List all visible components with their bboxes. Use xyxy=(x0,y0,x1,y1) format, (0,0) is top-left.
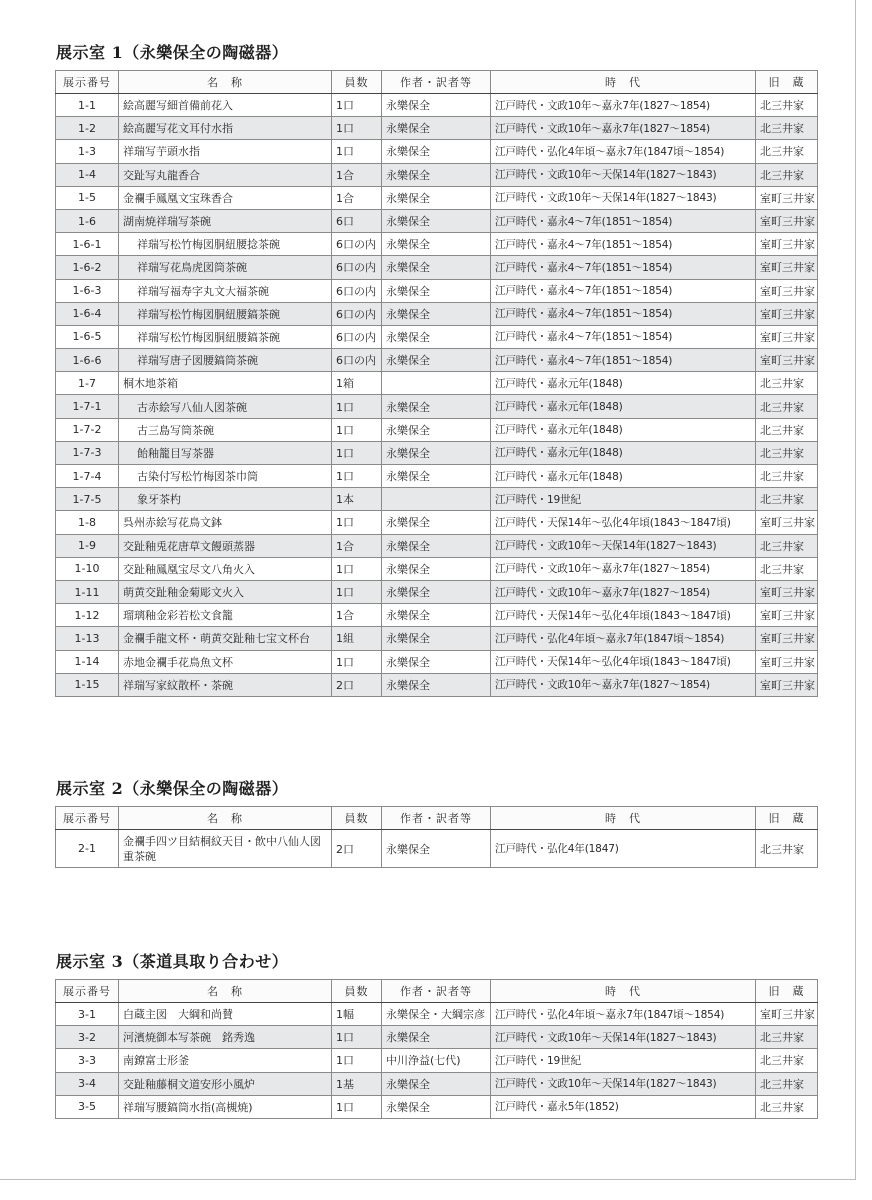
room3-table xyxy=(55,979,818,1119)
item-name: 金襴手鳳凰文宝珠香合 xyxy=(119,186,332,209)
item-quantity: 6口の内 xyxy=(332,349,382,372)
item-quantity: 1口 xyxy=(332,465,382,488)
item-era: 江戸時代・嘉永5年(1852) xyxy=(491,1095,756,1118)
item-author: 永樂保全 xyxy=(382,209,491,232)
item-number: 1-8 xyxy=(56,511,119,534)
item-quantity: 1組 xyxy=(332,627,382,650)
table-header-row xyxy=(56,980,818,1003)
item-era: 江戸時代・嘉永4〜7年(1851〜1854) xyxy=(491,302,756,325)
item-former-owner: 室町三井家 xyxy=(756,209,818,232)
item-name: 飴釉籠目写茶器 xyxy=(119,441,332,464)
table-header-row xyxy=(56,71,818,94)
item-former-owner: 室町三井家 xyxy=(756,580,818,603)
item-quantity: 1口 xyxy=(332,511,382,534)
item-former-owner: 北三井家 xyxy=(756,441,818,464)
item-author: 永樂保全 xyxy=(382,580,491,603)
table-row xyxy=(56,1072,818,1095)
item-author: 永樂保全 xyxy=(382,650,491,673)
table-row xyxy=(56,650,818,673)
item-former-owner: 北三井家 xyxy=(756,163,818,186)
table-row xyxy=(56,418,818,441)
item-era: 江戸時代・嘉永4〜7年(1851〜1854) xyxy=(491,349,756,372)
table-row xyxy=(56,1095,818,1118)
item-era: 江戸時代・嘉永4〜7年(1851〜1854) xyxy=(491,209,756,232)
item-former-owner: 室町三井家 xyxy=(756,349,818,372)
item-author: 永樂保全 xyxy=(382,673,491,696)
item-former-owner: 室町三井家 xyxy=(756,673,818,696)
table-row xyxy=(56,1003,818,1026)
item-former-owner: 北三井家 xyxy=(756,1095,818,1118)
table-row xyxy=(56,233,818,256)
item-author: 永樂保全・大綱宗彦 xyxy=(382,1003,491,1026)
item-author xyxy=(382,488,491,511)
item-number: 1-7-2 xyxy=(56,418,119,441)
item-name: 萌黄交趾釉金菊彫文火入 xyxy=(119,580,332,603)
item-era: 江戸時代・嘉永4〜7年(1851〜1854) xyxy=(491,233,756,256)
header-era: 時 代 xyxy=(491,807,756,830)
item-name: 祥瑞写花鳥虎図筒茶碗 xyxy=(119,256,332,279)
item-former-owner: 北三井家 xyxy=(756,534,818,557)
room2-rows xyxy=(56,830,818,868)
header-name: 名 称 xyxy=(119,807,332,830)
table-row xyxy=(56,209,818,232)
item-name: 桐木地茶箱 xyxy=(119,372,332,395)
header-author: 作者・訳者等 xyxy=(382,807,491,830)
item-number: 1-7-4 xyxy=(56,465,119,488)
item-quantity: 1基 xyxy=(332,1072,382,1095)
room1-table xyxy=(55,70,818,697)
item-quantity: 1口 xyxy=(332,650,382,673)
item-number: 1-6 xyxy=(56,209,119,232)
item-number: 1-9 xyxy=(56,534,119,557)
room1-rows xyxy=(56,94,818,697)
item-former-owner: 北三井家 xyxy=(756,372,818,395)
item-number: 1-7-5 xyxy=(56,488,119,511)
item-quantity: 1合 xyxy=(332,604,382,627)
item-era: 江戸時代・文政10年〜天保14年(1827〜1843) xyxy=(491,1026,756,1049)
item-quantity: 1本 xyxy=(332,488,382,511)
room2-title: 展示室 2（永樂保全の陶磁器） xyxy=(56,779,289,798)
item-author: 永樂保全 xyxy=(382,94,491,117)
item-former-owner: 室町三井家 xyxy=(756,279,818,302)
item-former-owner: 北三井家 xyxy=(756,1049,818,1072)
table-row xyxy=(56,830,818,868)
item-former-owner: 北三井家 xyxy=(756,94,818,117)
table-row xyxy=(56,534,818,557)
item-era: 江戸時代・嘉永4〜7年(1851〜1854) xyxy=(491,256,756,279)
item-quantity: 6口の内 xyxy=(332,256,382,279)
table-row xyxy=(56,94,818,117)
room2-section xyxy=(55,778,817,868)
header-qty: 員数 xyxy=(332,71,382,94)
table-row xyxy=(56,302,818,325)
item-era: 江戸時代・弘化4年頃〜嘉永7年(1847頃〜1854) xyxy=(491,627,756,650)
header-owner: 旧 蔵 xyxy=(756,807,818,830)
item-quantity: 1合 xyxy=(332,186,382,209)
item-former-owner: 室町三井家 xyxy=(756,627,818,650)
item-name: 祥瑞写松竹梅図胴紐腰鎬茶碗 xyxy=(119,302,332,325)
item-era: 江戸時代・文政10年〜嘉永7年(1827〜1854) xyxy=(491,580,756,603)
room2-table xyxy=(55,806,818,868)
room3-rows xyxy=(56,1003,818,1119)
item-number: 1-6-2 xyxy=(56,256,119,279)
item-era: 江戸時代・文政10年〜天保14年(1827〜1843) xyxy=(491,186,756,209)
item-quantity: 1口 xyxy=(332,441,382,464)
header-author: 作者・訳者等 xyxy=(382,980,491,1003)
item-quantity: 1合 xyxy=(332,534,382,557)
item-number: 1-2 xyxy=(56,117,119,140)
table-row xyxy=(56,511,818,534)
table-row xyxy=(56,140,818,163)
item-name: 祥瑞写松竹梅図胴紐腰捻茶碗 xyxy=(119,233,332,256)
table-row xyxy=(56,488,818,511)
item-author: 永樂保全 xyxy=(382,186,491,209)
item-name: 祥瑞写福寿字丸文大福茶碗 xyxy=(119,279,332,302)
item-author: 永樂保全 xyxy=(382,279,491,302)
item-former-owner: 室町三井家 xyxy=(756,233,818,256)
item-name: 交趾釉藤桐文道安形小風炉 xyxy=(119,1072,332,1095)
item-quantity: 1口 xyxy=(332,395,382,418)
item-quantity: 1口 xyxy=(332,1026,382,1049)
item-era: 江戸時代・嘉永元年(1848) xyxy=(491,418,756,441)
item-former-owner: 北三井家 xyxy=(756,117,818,140)
item-author: 永樂保全 xyxy=(382,256,491,279)
item-era: 江戸時代・嘉永元年(1848) xyxy=(491,465,756,488)
item-era: 江戸時代・弘化4年頃〜嘉永7年(1847頃〜1854) xyxy=(491,140,756,163)
item-former-owner: 北三井家 xyxy=(756,140,818,163)
item-name: 祥瑞写松竹梅図胴紐腰鎬茶碗 xyxy=(119,325,332,348)
item-quantity: 1箱 xyxy=(332,372,382,395)
header-author: 作者・訳者等 xyxy=(382,71,491,94)
item-former-owner: 室町三井家 xyxy=(756,325,818,348)
item-number: 3-5 xyxy=(56,1095,119,1118)
item-author: 永樂保全 xyxy=(382,511,491,534)
table-row xyxy=(56,580,818,603)
item-quantity: 6口の内 xyxy=(332,279,382,302)
item-number: 1-7-3 xyxy=(56,441,119,464)
table-row xyxy=(56,441,818,464)
item-author: 永樂保全 xyxy=(382,418,491,441)
table-row xyxy=(56,395,818,418)
table-row xyxy=(56,256,818,279)
table-row xyxy=(56,349,818,372)
item-author: 永樂保全 xyxy=(382,395,491,418)
item-quantity: 1口 xyxy=(332,94,382,117)
item-former-owner: 室町三井家 xyxy=(756,302,818,325)
item-quantity: 1口 xyxy=(332,418,382,441)
item-quantity: 1幅 xyxy=(332,1003,382,1026)
item-name: 交趾釉鳳凰宝尽文八角火入 xyxy=(119,557,332,580)
item-number: 1-15 xyxy=(56,673,119,696)
item-author: 永樂保全 xyxy=(382,117,491,140)
item-number: 1-14 xyxy=(56,650,119,673)
table-row xyxy=(56,117,818,140)
table-row xyxy=(56,673,818,696)
item-number: 1-4 xyxy=(56,163,119,186)
item-name: 河濱焼御本写茶碗 銘秀逸 xyxy=(119,1026,332,1049)
item-name: 古赤絵写八仙人図茶碗 xyxy=(119,395,332,418)
item-name: 赤地金襴手花鳥魚文杯 xyxy=(119,650,332,673)
table-row xyxy=(56,372,818,395)
item-quantity: 1口 xyxy=(332,580,382,603)
item-number: 1-7 xyxy=(56,372,119,395)
room3-title: 展示室 3（茶道具取り合わせ） xyxy=(56,952,289,971)
item-number: 2-1 xyxy=(56,830,119,868)
item-name: 金襴手四ツ目結桐紋天目・飲中八仙人図重茶碗 xyxy=(119,830,332,868)
item-name: 祥瑞写唐子図腰鎬筒茶碗 xyxy=(119,349,332,372)
item-author: 永樂保全 xyxy=(382,1095,491,1118)
item-number: 1-10 xyxy=(56,557,119,580)
item-era: 江戸時代・嘉永元年(1848) xyxy=(491,372,756,395)
item-author: 中川浄益(七代) xyxy=(382,1049,491,1072)
item-era: 江戸時代・嘉永元年(1848) xyxy=(491,395,756,418)
item-quantity: 1合 xyxy=(332,163,382,186)
item-author: 永樂保全 xyxy=(382,1072,491,1095)
item-number: 1-6-6 xyxy=(56,349,119,372)
item-name: 祥瑞写芋頭水指 xyxy=(119,140,332,163)
item-name: 瑠璃釉金彩若松文食籠 xyxy=(119,604,332,627)
item-name: 南鐐富士形釜 xyxy=(119,1049,332,1072)
item-quantity: 1口 xyxy=(332,1095,382,1118)
item-author: 永樂保全 xyxy=(382,349,491,372)
item-name: 交趾写丸龍香合 xyxy=(119,163,332,186)
item-author: 永樂保全 xyxy=(382,465,491,488)
item-number: 1-5 xyxy=(56,186,119,209)
item-number: 1-6-3 xyxy=(56,279,119,302)
item-author: 永樂保全 xyxy=(382,1026,491,1049)
item-author: 永樂保全 xyxy=(382,325,491,348)
item-quantity: 1口 xyxy=(332,1049,382,1072)
table-row xyxy=(56,325,818,348)
item-name: 祥瑞写家紋散杯・茶碗 xyxy=(119,673,332,696)
item-quantity: 2口 xyxy=(332,830,382,868)
item-era: 江戸時代・嘉永4〜7年(1851〜1854) xyxy=(491,279,756,302)
table-row xyxy=(56,627,818,650)
item-former-owner: 室町三井家 xyxy=(756,604,818,627)
item-number: 1-1 xyxy=(56,94,119,117)
item-era: 江戸時代・文政10年〜天保14年(1827〜1843) xyxy=(491,534,756,557)
item-era: 江戸時代・天保14年〜弘化4年頃(1843〜1847頃) xyxy=(491,604,756,627)
item-name: 古三島写筒茶碗 xyxy=(119,418,332,441)
item-former-owner: 北三井家 xyxy=(756,1072,818,1095)
item-era: 江戸時代・文政10年〜嘉永7年(1827〜1854) xyxy=(491,673,756,696)
item-former-owner: 北三井家 xyxy=(756,418,818,441)
item-former-owner: 北三井家 xyxy=(756,1026,818,1049)
item-former-owner: 北三井家 xyxy=(756,465,818,488)
item-number: 3-4 xyxy=(56,1072,119,1095)
item-author: 永樂保全 xyxy=(382,830,491,868)
item-quantity: 6口の内 xyxy=(332,233,382,256)
item-number: 1-13 xyxy=(56,627,119,650)
item-quantity: 1口 xyxy=(332,117,382,140)
room1-section xyxy=(55,42,817,697)
item-era: 江戸時代・嘉永4〜7年(1851〜1854) xyxy=(491,325,756,348)
table-row xyxy=(56,1049,818,1072)
item-quantity: 1口 xyxy=(332,557,382,580)
item-number: 1-6-1 xyxy=(56,233,119,256)
item-era: 江戸時代・嘉永元年(1848) xyxy=(491,441,756,464)
item-number: 3-3 xyxy=(56,1049,119,1072)
item-former-owner: 北三井家 xyxy=(756,830,818,868)
item-former-owner: 室町三井家 xyxy=(756,1003,818,1026)
header-no: 展示番号 xyxy=(56,807,119,830)
table-row xyxy=(56,604,818,627)
item-quantity: 6口の内 xyxy=(332,302,382,325)
table-row xyxy=(56,557,818,580)
item-number: 1-3 xyxy=(56,140,119,163)
item-era: 江戸時代・弘化4年頃〜嘉永7年(1847頃〜1854) xyxy=(491,1003,756,1026)
table-row xyxy=(56,1026,818,1049)
item-number: 1-6-5 xyxy=(56,325,119,348)
item-author: 永樂保全 xyxy=(382,233,491,256)
table-row xyxy=(56,465,818,488)
item-name: 白蔵主図 大綱和尚賛 xyxy=(119,1003,332,1026)
item-era: 江戸時代・19世紀 xyxy=(491,488,756,511)
header-name: 名 称 xyxy=(119,71,332,94)
item-era: 江戸時代・文政10年〜嘉永7年(1827〜1854) xyxy=(491,117,756,140)
item-author: 永樂保全 xyxy=(382,140,491,163)
item-quantity: 6口の内 xyxy=(332,325,382,348)
item-number: 3-1 xyxy=(56,1003,119,1026)
item-former-owner: 室町三井家 xyxy=(756,256,818,279)
item-era: 江戸時代・天保14年〜弘化4年頃(1843〜1847頃) xyxy=(491,650,756,673)
item-name: 絵高麗写花文耳付水指 xyxy=(119,117,332,140)
item-era: 江戸時代・文政10年〜嘉永7年(1827〜1854) xyxy=(491,557,756,580)
item-era: 江戸時代・文政10年〜天保14年(1827〜1843) xyxy=(491,163,756,186)
header-name: 名 称 xyxy=(119,980,332,1003)
item-era: 江戸時代・天保14年〜弘化4年頃(1843〜1847頃) xyxy=(491,511,756,534)
header-no: 展示番号 xyxy=(56,980,119,1003)
item-quantity: 1口 xyxy=(332,140,382,163)
header-era: 時 代 xyxy=(491,71,756,94)
item-name: 金襴手龍文杯・萌黄交趾釉七宝文杯台 xyxy=(119,627,332,650)
item-era: 江戸時代・文政10年〜天保14年(1827〜1843) xyxy=(491,1072,756,1095)
item-name: 交趾釉兎花唐草文饅頭蒸器 xyxy=(119,534,332,557)
item-author: 永樂保全 xyxy=(382,441,491,464)
item-quantity: 2口 xyxy=(332,673,382,696)
item-author: 永樂保全 xyxy=(382,534,491,557)
table-row xyxy=(56,163,818,186)
header-qty: 員数 xyxy=(332,807,382,830)
item-name: 祥瑞写腰鎬筒水指(高槻焼) xyxy=(119,1095,332,1118)
item-former-owner: 室町三井家 xyxy=(756,650,818,673)
table-row xyxy=(56,279,818,302)
item-number: 1-12 xyxy=(56,604,119,627)
item-author xyxy=(382,372,491,395)
item-author: 永樂保全 xyxy=(382,302,491,325)
item-era: 江戸時代・弘化4年(1847) xyxy=(491,830,756,868)
room1-title: 展示室 1（永樂保全の陶磁器） xyxy=(56,43,289,62)
header-qty: 員数 xyxy=(332,980,382,1003)
item-former-owner: 北三井家 xyxy=(756,557,818,580)
item-name: 象牙茶杓 xyxy=(119,488,332,511)
table-header-row xyxy=(56,807,818,830)
header-era: 時 代 xyxy=(491,980,756,1003)
room3-section xyxy=(55,951,817,1119)
item-era: 江戸時代・19世紀 xyxy=(491,1049,756,1072)
header-owner: 旧 蔵 xyxy=(756,71,818,94)
item-former-owner: 室町三井家 xyxy=(756,511,818,534)
item-author: 永樂保全 xyxy=(382,163,491,186)
item-era: 江戸時代・文政10年〜嘉永7年(1827〜1854) xyxy=(491,94,756,117)
item-name: 呉州赤絵写花鳥文鉢 xyxy=(119,511,332,534)
item-name: 湖南焼祥瑞写茶碗 xyxy=(119,209,332,232)
item-name: 古染付写松竹梅図茶巾筒 xyxy=(119,465,332,488)
item-former-owner: 北三井家 xyxy=(756,395,818,418)
item-former-owner: 北三井家 xyxy=(756,488,818,511)
item-number: 1-11 xyxy=(56,580,119,603)
item-quantity: 6口 xyxy=(332,209,382,232)
item-author: 永樂保全 xyxy=(382,604,491,627)
header-no: 展示番号 xyxy=(56,71,119,94)
item-author: 永樂保全 xyxy=(382,627,491,650)
table-row xyxy=(56,186,818,209)
item-number: 1-7-1 xyxy=(56,395,119,418)
item-number: 3-2 xyxy=(56,1026,119,1049)
item-name: 絵高麗写細首備前花入 xyxy=(119,94,332,117)
header-owner: 旧 蔵 xyxy=(756,980,818,1003)
item-author: 永樂保全 xyxy=(382,557,491,580)
item-number: 1-6-4 xyxy=(56,302,119,325)
item-former-owner: 室町三井家 xyxy=(756,186,818,209)
